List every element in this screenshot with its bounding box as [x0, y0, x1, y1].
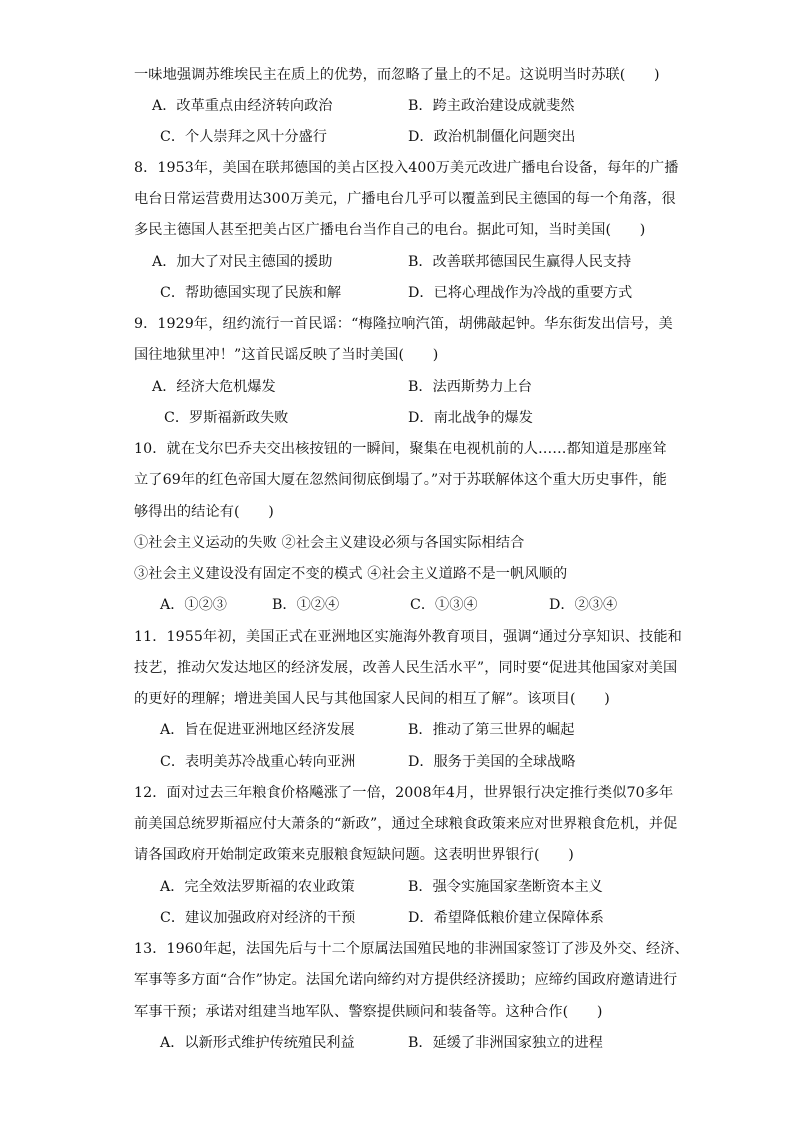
question-13-line-2: 军事等多方面“合作”协定。法国允诺向缔约对方提供经济援助；应缔约国政府邀请进行 [134, 972, 678, 988]
question-11-line-3: 的更好的理解；增进美国人民与其他国家人民间的相互了解”。该项目( ) [134, 691, 610, 707]
question-8-line-3: 多民主德国人甚至把美占区广播电台当作自己的电台。据此可知，当时美国( ) [134, 222, 646, 238]
question-8-line-2: 电台日常运营费用达300万美元，广播电台几乎可以覆盖到民主德国的每一个角落，很 [134, 191, 676, 207]
q9-option-b[interactable]: B．法西斯势力上台 [408, 379, 532, 395]
q11-option-b[interactable]: B．推动了第三世界的崛起 [408, 722, 575, 738]
question-10-line-1: 10．就在戈尔巴乔夫交出核按钮的一瞬间，聚集在电视机前的人……都知道是那座耸 [134, 441, 667, 457]
q10-option-c[interactable]: C．①③④ [410, 597, 478, 613]
q9-option-c[interactable]: C．罗斯福新政失败 [164, 410, 289, 426]
q7-option-a[interactable]: A．改革重点由经济转向政治 [152, 98, 333, 114]
q12-option-a[interactable]: A．完全效法罗斯福的农业政策 [160, 879, 355, 895]
q11-option-d[interactable]: D．服务于美国的全球战略 [408, 754, 576, 770]
question-12-line-2: 前美国总统罗斯福应付大萧条的“新政”，通过全球粮食政策来应对世界粮食危机，并促 [134, 816, 678, 832]
q10-option-b[interactable]: B．①②④ [272, 597, 340, 613]
question-7-text: 一味地强调苏维埃民主在质上的优势，而忽略了量上的不足。这说明当时苏联( ) [134, 67, 660, 83]
q13-option-a[interactable]: A．以新形式维护传统殖民利益 [160, 1035, 355, 1051]
q10-option-a[interactable]: A．①②③ [160, 597, 227, 613]
q11-option-a[interactable]: A．旨在促进亚洲地区经济发展 [160, 722, 355, 738]
question-11-line-1: 11．1955年初，美国正式在亚洲地区实施海外教育项目，强调“通过分享知识、技能和 [134, 629, 682, 645]
q8-option-a[interactable]: A．加大了对民主德国的援助 [152, 254, 333, 270]
question-11-line-2: 技艺，推动欠发达地区的经济发展，改善人民生活水平”，同时要“促进其他国家对美国 [134, 660, 678, 676]
q9-option-d[interactable]: D．南北战争的爆发 [408, 410, 533, 426]
q10-statements-1: ①社会主义运动的失败 ②社会主义建设必须与各国实际相结合 [134, 535, 525, 551]
q7-option-b[interactable]: B．跨主政治建设成就斐然 [408, 98, 575, 114]
question-10-line-2: 立了69年的红色帝国大厦在忽然间彻底倒塌了。”对于苏联解体这个重大历史事件，能 [134, 472, 667, 488]
q8-option-d[interactable]: D．已将心理战作为冷战的重要方式 [408, 285, 633, 301]
q7-option-d[interactable]: D．政治机制僵化问题突出 [408, 129, 576, 145]
question-12-line-3: 请各国政府开始制定政策来克服粮食短缺问题。这表明世界银行( ) [134, 847, 574, 863]
question-8-line-1: 8．1953年，美国在联邦德国的美占区投入400万美元改进广播电台设备，每年的广播 [134, 160, 679, 176]
q10-statements-2: ③社会主义建设没有固定不变的模式 ④社会主义道路不是一帆风顺的 [134, 566, 568, 582]
question-13-line-1: 13．1960年起，法国先后与十二个原属法国殖民地的非洲国家签订了涉及外交、经济、 [134, 941, 689, 957]
question-13-line-3: 军事干预；承诺对组建当地军队、警察提供顾问和装备等。这种合作( ) [134, 1004, 603, 1020]
q13-option-b[interactable]: B．延缓了非洲国家独立的进程 [408, 1035, 603, 1051]
q11-option-c[interactable]: C．表明美苏冷战重心转向亚洲 [160, 754, 356, 770]
q8-option-b[interactable]: B．改善联邦德国民生赢得人民支持 [408, 254, 632, 270]
q12-option-c[interactable]: C．建议加强政府对经济的干预 [160, 910, 356, 926]
question-10-line-3: 够得出的结论有( ) [134, 504, 274, 520]
q12-option-b[interactable]: B．强令实施国家垄断资本主义 [408, 879, 603, 895]
question-9-line-1: 9．1929年，纽约流行一首民谣：“梅隆拉响汽笛，胡佛敲起钟。华东街发出信号，美 [134, 316, 673, 332]
question-12-line-1: 12．面对过去三年粮食价格飚涨了一倍，2008年4月，世界银行决定推行类似70多年 [134, 785, 674, 801]
q9-option-a[interactable]: A．经济大危机爆发 [152, 379, 276, 395]
q8-option-c[interactable]: C．帮助德国实现了民族和解 [160, 285, 342, 301]
q10-option-d[interactable]: D．②③④ [549, 597, 618, 613]
q7-option-c[interactable]: C．个人崇拜之风十分盛行 [160, 129, 327, 145]
question-9-line-2: 国往地狱里冲！”这首民谣反映了当时美国( ) [134, 347, 439, 363]
q12-option-d[interactable]: D．希望降低粮价建立保障体系 [408, 910, 604, 926]
